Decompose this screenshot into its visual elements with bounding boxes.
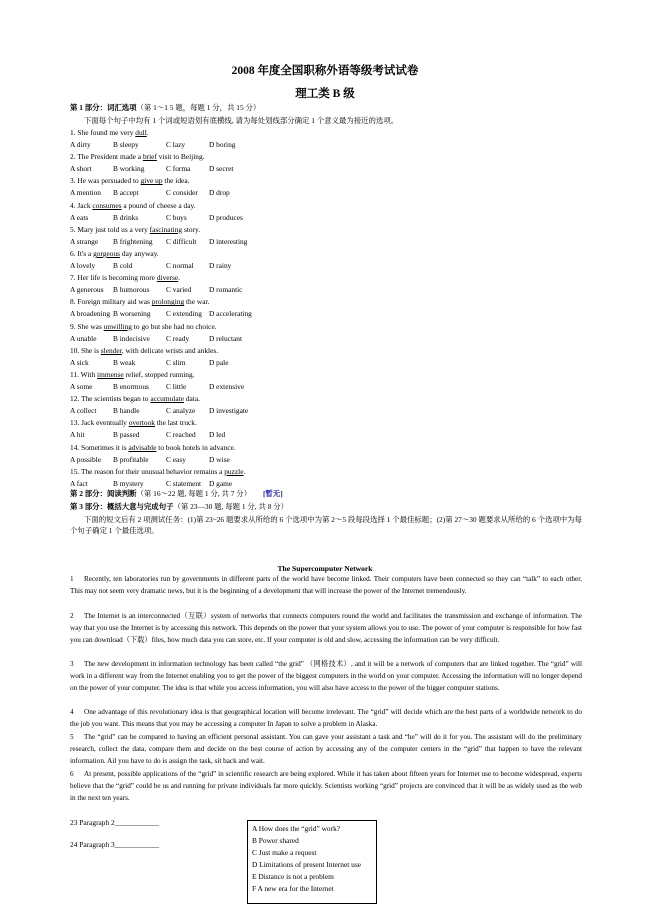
part2-note: （第 16～22 题, 每题 1 分, 共 7 分） [136,489,252,498]
target-word: give up [140,176,163,186]
article-paragraph [70,731,582,767]
target-word: slender [100,345,122,355]
answer-option[interactable]: C analyze [166,406,196,416]
answer-option[interactable]: C forma [166,164,191,174]
answer-option[interactable]: C easy [166,454,186,464]
answer-option[interactable]: A hit [70,430,85,440]
answer-option[interactable]: B profitable [113,454,149,464]
article-paragraph [70,573,582,597]
question-text: 5. Mary just told us a very fascinating story. [70,224,201,234]
answer-option[interactable]: A dirty [70,140,91,149]
question-text: 10. She is slender, with delicate wrists and ankles. [70,345,219,355]
target-word: immense [97,370,124,379]
question-text: 9. She was unwilling to go but she had no choice. [70,321,217,331]
answer-option[interactable]: C little [166,382,187,391]
paragraph-number: 5 [70,733,74,741]
paragraph-text: The “grid” can be compared to having an efficient personal assistant. You can gave your assistant a task and “he” will do it for you. The assistant will do the preliminary research, collect the data, compare them and decide on the best course of action by accessing any of the computer centers in the “grid” that happen to have the relevant information. Ail you have to do is assign the task, sit back and wait. [70,733,582,765]
answer-option[interactable]: D boring [209,140,236,149]
question-text: 12. The scientists began to accumulate data. [70,394,200,404]
answer-option[interactable]: B indecisive [113,333,150,343]
heading-option: A How does the “grid” work? [252,824,341,833]
answer-option[interactable]: B humorous [113,285,150,295]
answer-option[interactable]: C varied [166,285,192,295]
answer-option[interactable]: B handle [113,406,140,416]
answer-option[interactable]: D produces [209,212,243,222]
answer-option[interactable]: B weak [113,357,136,367]
answer-option[interactable]: A collect [70,406,97,416]
target-word: diverse [156,273,179,283]
answer-option[interactable]: C difficult [166,236,197,246]
part3-note: （第 23—30 题, 每题 1 分, 共 8 分） [173,502,289,511]
article-paragraph [70,610,582,646]
answer-option[interactable]: D drop [209,188,230,198]
answer-option[interactable]: A unable [70,333,97,343]
answer-23 [70,818,159,827]
target-word: prolonging [151,297,185,307]
answer-option[interactable]: B sleepy [113,140,139,149]
answer-option[interactable]: C buys [166,212,187,222]
question-text: 3. He was persuaded to give up the idea. [70,176,190,186]
answer-option[interactable]: C reached [166,430,196,440]
article-paragraph [70,768,582,804]
answer-option[interactable]: C normal [166,261,194,270]
answer-option[interactable]: C consider [166,188,198,198]
part1-note: （第 1～1 5 题，每题 1 分，共 15 分） [136,103,261,112]
question-text: 14. Sometimes it is advisable to book hotels in advance. [70,442,236,452]
answer-option[interactable]: A mention [70,188,101,198]
answer-option[interactable]: C extending [166,309,202,319]
target-word: puzzle [224,466,244,476]
answer-option[interactable]: B enormous [113,382,149,391]
target-word: fascinating [149,224,183,234]
part3-header [70,502,288,512]
question-text: 1. She found me very dull. [70,128,149,137]
answer-option[interactable]: D secret [209,164,234,174]
paragraph-number: 6 [70,770,74,778]
exam-title: 2008 年度全国职称外语等级考试试卷 [231,65,419,77]
answer-option[interactable]: A short [70,164,92,174]
heading-option: D Limitations of present Internet use [252,860,361,869]
target-word: advisable [128,442,157,452]
heading-option: F A new era for the Internet [252,884,334,893]
part2-link[interactable]: [暂无] [262,489,283,498]
part1-header [70,103,260,113]
headings-options-box [247,820,377,904]
answer-option[interactable]: B cold [113,261,133,270]
paragraph-text: One advantage of this revolutionary idea is that geographical location will become irrelevant. The “grid” will decide which are the best parts of a worldwide network to do the job you want. This means that you may be accessing a computer In Japan to solve a problem in Alaska. [70,708,582,728]
answer-option[interactable]: B mystery [113,478,144,488]
question-text: 6. It's a gorgeous day anyway. [70,249,159,258]
answer-option[interactable]: B worsening [113,309,151,319]
article-paragraph [70,706,582,730]
answer-option[interactable]: A possible [70,454,102,464]
answer-option[interactable]: B accept [113,188,139,198]
answer-option[interactable]: D accelerating [209,309,252,319]
paragraph-text: Recently, ten laboratories run by governments in different parts of the world have become linked. Their computers have been connected so they can “talk” to each other. This may not seem very dramatic news, but it is the beginning of a development that will increase the power of the Internet tremendously. [70,575,582,595]
answer-option[interactable]: B drinks [113,212,139,222]
answer-option[interactable]: B frightening [113,236,153,246]
answer-option[interactable]: A sick [70,357,89,367]
part3-heading: 第 3 部分：概括大意与完成句子 [70,502,174,511]
paragraph-number: 4 [70,708,74,716]
answer-option[interactable]: A strange [70,236,99,246]
answer-option[interactable]: A lovely [70,261,96,270]
question-text: 8. Foreign military aid was prolonging the war. [70,297,210,307]
question-text: 15. The reason for their unusual behavior remains a puzzle. [70,466,246,476]
paragraph-text: The Internet is an interconnected（互联）system of networks that connects computers round the world and facilitates the transmission and exchange of information. The way that you use the Internet is by accessing this network. This depends on the power that your system allows you to use. The power of your computer is responsible for how fast you can download（下载）files, how much data you can store, etc. If your computer is old and slow, accessing the information can be very difficult. [70,612,582,644]
part1-heading: 第 1 部分：词汇选项 [70,103,137,112]
part1-instruction: 下面每个句子中均有 1 个词或短语划有底横线, 请为每处划线部分确定 1 个意义最为接近的选项。 [84,116,399,125]
target-word: unwilling [103,321,133,331]
answer-option[interactable]: B working [113,164,145,174]
answer-option[interactable]: C lazy [166,140,186,149]
question-text: 13. Jack eventually overtook the last truck. [70,418,197,428]
answer-option[interactable]: D extensive [209,382,245,391]
answer-label: 24 Paragraph 3 [70,840,115,849]
paragraph-number: 1 [70,575,74,583]
answer-label: 23 Paragraph 2 [70,818,115,827]
heading-option: C Just make a request [252,848,317,857]
exam-subtitle: 理工类 B 级 [295,88,355,100]
answer-option[interactable]: D pale [209,357,229,367]
answer-option[interactable]: A eats [70,212,89,222]
part2-heading: 第 2 部分：阅读判断 [70,489,137,498]
answer-option[interactable]: D investigate [209,406,249,416]
part3-instruction: 下面的短文后有 2 项测试任务：(1)第 23~26 题要求从所给的 6 个选项中为第 2～5 段每段选择 1 个最佳标题；(2)第 27～30 题要求从所给的 6 个选项中为每个句子确定 1 个最佳选项。 [70,515,582,535]
paragraph-text: At present, possible applications of the “grid” in scientific research are being explored. While it has taken about fifteen years for Internet use to become widespread, experts believe that the “grid” could be us and running for private individuals far more quickly. Scientists working “grid” projects are convinced that it will be as widely used as the web in the next ten years. [70,770,582,802]
part2-header [70,489,283,499]
heading-option: B Power shared [252,836,299,845]
answer-option[interactable]: A some [70,382,93,391]
question-text: 4. Jack consumes a pound of cheese a day. [70,200,196,210]
answer-option[interactable]: A broadening [70,309,111,319]
answer-option[interactable]: B passed [113,430,140,440]
target-word: overtook [128,418,155,428]
target-word: dull [135,128,147,137]
target-word: consumes [92,200,122,210]
answer-blank[interactable]: ____________ [114,840,160,849]
target-word: accumulate [150,394,184,404]
question-text: 2. The President made a brief visit to Beijing. [70,152,205,162]
question-text: 11. With immense relief, stopped running. [70,370,195,379]
heading-option: E Distance is not a problem [252,872,334,881]
article-paragraph [70,658,582,694]
question-text: 7. Her life is becoming more diverse. [70,273,181,283]
answer-option[interactable]: D rainy [209,261,232,270]
answer-option[interactable]: D wise [209,454,230,464]
target-word: gorgeous [93,249,121,258]
answer-option[interactable]: D led [209,430,226,440]
article-title: The Supercomputer Network [277,564,373,573]
answer-option[interactable]: C statement [166,478,202,488]
paragraph-number: 3 [70,660,74,668]
paragraph-text: The new development in information technology has been called “the grid” （网格技术）, and it will be a network of computers that are linked together. The “grid” will work in a different way from the Internet enabling you to get the power of the biggest computers in the world on your computer. Accessing the information will no longer depend on the power of your computer. The idea is that while you access information, you will also have access to the power of the bigger computer stations. [70,660,582,692]
answer-option[interactable]: D game [209,478,233,488]
answer-option[interactable]: A generous [70,285,104,295]
target-word: brief [142,152,157,162]
answer-option[interactable]: D reluctant [209,333,243,343]
paragraph-number: 2 [70,612,74,620]
answer-blank[interactable]: ____________ [114,818,160,827]
answer-option[interactable]: A fact [70,478,88,488]
answer-24 [70,840,159,849]
answer-option[interactable]: C ready [166,333,190,343]
answer-option[interactable]: C slim [166,357,186,367]
answer-option[interactable]: D interesting [209,236,248,246]
answer-option[interactable]: D romantic [209,285,243,295]
